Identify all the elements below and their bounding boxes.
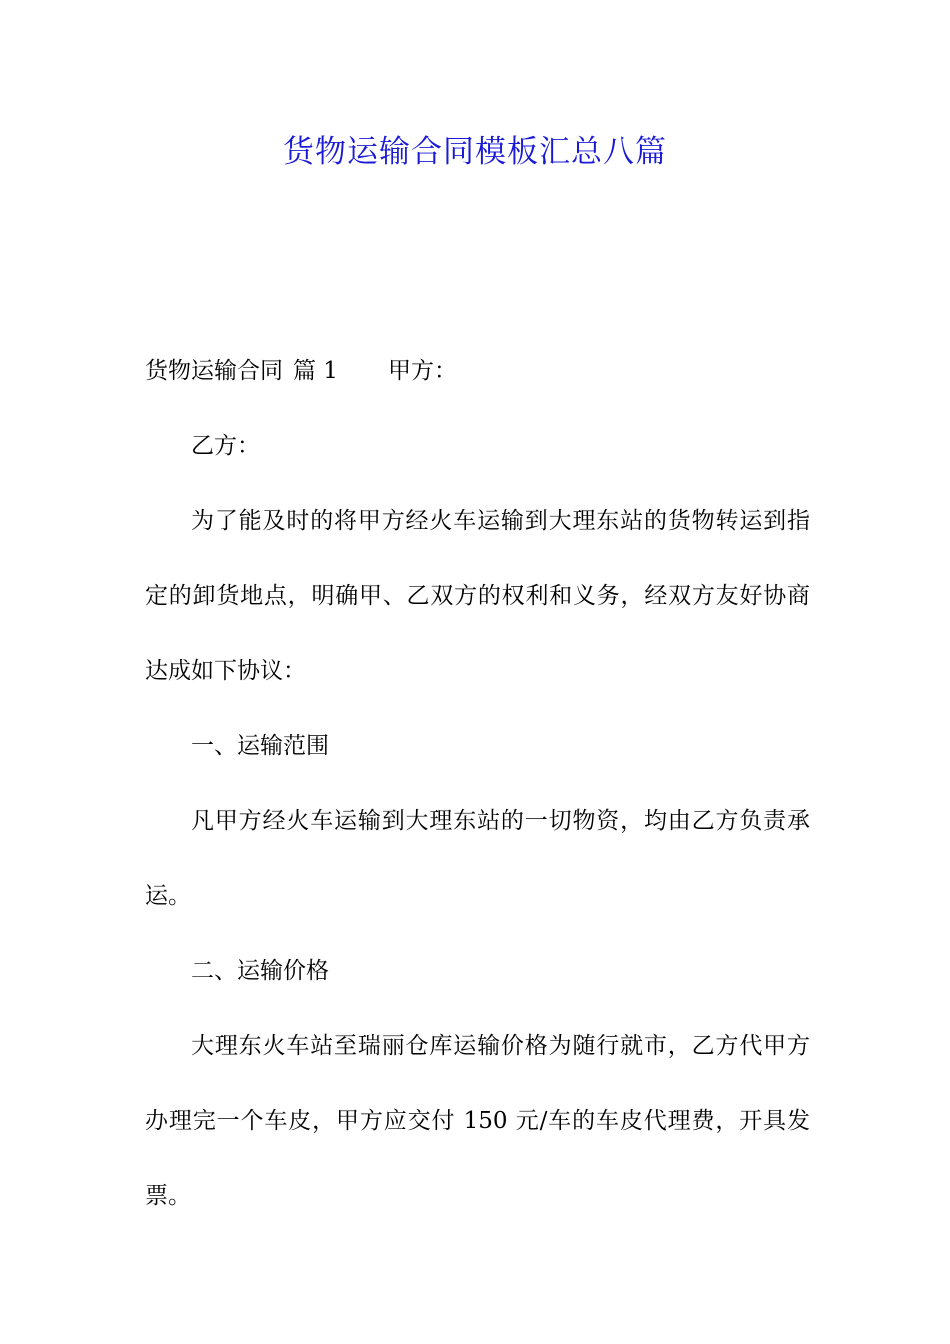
price-paragraph: 大理东火车站至瑞丽仓库运输价格为随行就市，乙方代甲方办理完一个车皮，甲方应交付 150 元/车的车皮代理费，开具发票。 xyxy=(145,1033,810,1209)
section-heading-price: 二、运输价格 xyxy=(191,958,329,984)
piece-label: 篇 1 xyxy=(293,358,338,384)
header-line xyxy=(145,334,810,409)
party-b-label: 乙方： xyxy=(191,433,260,459)
intro-paragraph: 为了能及时的将甲方经火车运输到大理东站的货物转运到指定的卸货地点，明确甲、乙双方的权利和义务，经双方友好协商达成如下协议： xyxy=(145,508,810,684)
section-label: 货物运输合同 xyxy=(145,358,283,384)
section-heading-scope: 一、运输范围 xyxy=(191,733,329,759)
document-body xyxy=(145,334,810,1234)
scope-paragraph: 凡甲方经火车运输到大理东站的一切物资，均由乙方负责承运。 xyxy=(145,808,810,909)
document-title: 货物运输合同模板汇总八篇 xyxy=(283,134,667,170)
party-a-label: 甲方： xyxy=(387,358,457,384)
